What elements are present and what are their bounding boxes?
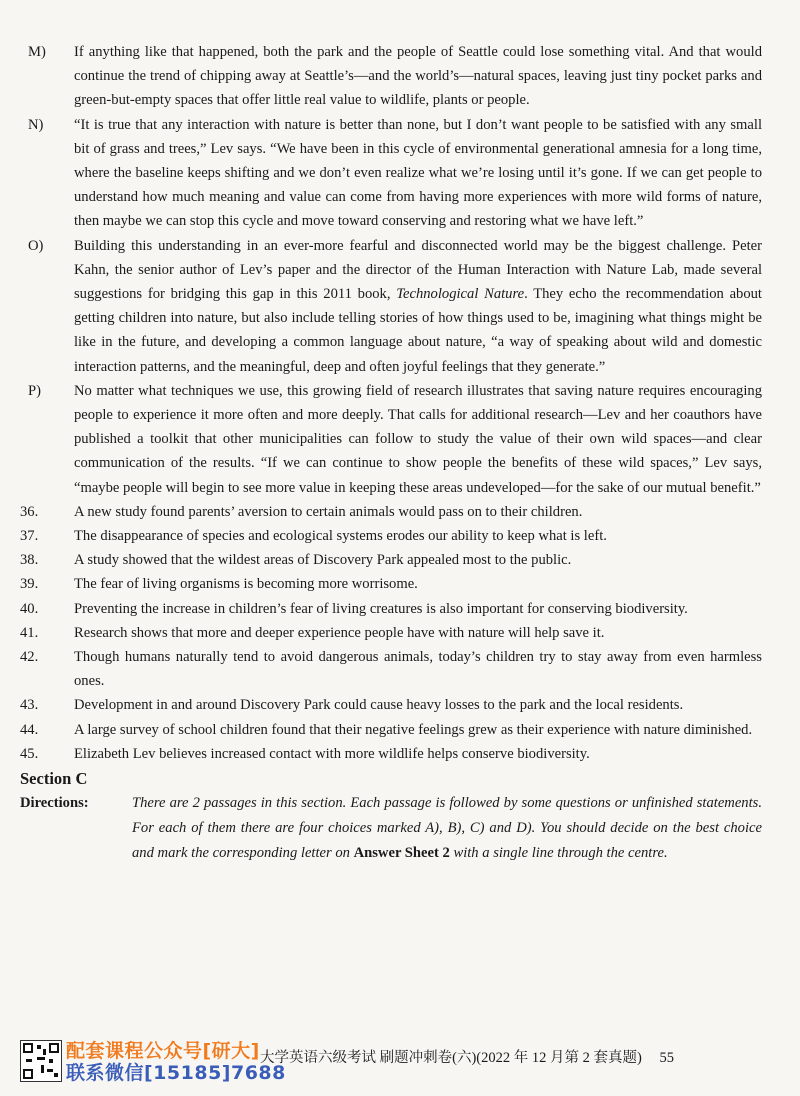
question-item [20, 621, 762, 645]
paragraph-text: Building this understanding in an ever-more fearful and disconnected world may be the biggest challenge. Peter Kahn, the senior author of Lev’s paper and the director of the Human Interaction with Nature Lab, made several suggestions for bridging this gap in this 2011 book, [74, 237, 762, 303]
promo-line-2: 联系微信[15185]7688 [66, 1062, 286, 1084]
question-text: A new study found parents’ aversion to certain animals would pass on to their children. [74, 503, 583, 520]
question-item [20, 548, 762, 572]
section-heading: Section C [20, 769, 88, 789]
question-text: A study showed that the wildest areas of Discovery Park appealed most to the public. [74, 552, 572, 569]
paragraph-p [20, 379, 762, 500]
question-number: 41. [20, 624, 39, 641]
question-item [20, 572, 762, 596]
question-text: A large survey of school children found that their negative feelings grew as their experience with nature diminished. [74, 721, 753, 738]
footer-title: 大学英语六级考试 刷题冲刺卷(六)(2022 年 12 月第 2 套真题) [260, 1050, 642, 1066]
question-text: Though humans naturally tend to avoid dangerous animals, today’s children try to stay away from even harmless ones. [74, 649, 762, 690]
question-text: Research shows that more and deeper experience people have with nature will help save it. [74, 624, 605, 641]
question-item [20, 500, 762, 524]
book-title: Technological Nature [396, 286, 525, 303]
paragraph-m [20, 40, 762, 113]
paragraph-n [20, 113, 762, 234]
question-number: 38. [20, 552, 39, 569]
question-text: The fear of living organisms is becoming more worrisome. [74, 576, 418, 593]
question-number: 40. [20, 600, 39, 617]
question-text: Elizabeth Lev believes increased contact with more wildlife helps conserve biodiversity. [74, 745, 590, 762]
paragraph-text: “It is true that any interaction with nature is better than none, but I don’t want people to be satisfied with any small bit of grass and trees,” Lev says. “We have been in this cycle of environmental generational amnesia for a long time, where the baseline keeps shifting and we don’t even realize what we’re losing until it’s gone. If we can get people to understand how much meaning and value can come from having more experiences with more wild forms of nature, then maybe we can stop this cycle and move toward conserving and restoring what we have left.” [74, 116, 762, 230]
question-item [20, 693, 762, 717]
paragraph-label: P) [28, 382, 41, 399]
question-item [20, 645, 762, 693]
question-number: 42. [20, 649, 39, 666]
question-number: 36. [20, 503, 39, 520]
page-number: 55 [659, 1050, 674, 1066]
running-footer [260, 1046, 674, 1067]
directions-text: with a single line through the centre. [449, 845, 668, 862]
paragraph-label: O) [28, 237, 44, 254]
question-item [20, 718, 762, 742]
question-item [20, 597, 762, 621]
question-number: 43. [20, 697, 39, 714]
question-text: Preventing the increase in children’s fear of living creatures is also important for conserving biodiversity. [74, 600, 688, 617]
question-item [20, 742, 762, 766]
qr-code-icon [20, 1040, 62, 1082]
page-footer [20, 1040, 780, 1086]
question-text: The disappearance of species and ecological systems erodes our ability to keep what is left. [74, 528, 607, 545]
promo-watermark [66, 1040, 286, 1084]
question-number: 37. [20, 528, 39, 545]
directions-block [20, 791, 762, 866]
paragraph-label: M) [28, 44, 46, 60]
paragraph-text: . They echo the recommendation about getting children into nature, but also include telling stories of how things used to be, imagining what things might be like in the future, and developing a common language about nature, “a way of speaking about wild and domestic interaction patterns, and the meaningful, deep and often joyful feelings that they generate.” [74, 286, 762, 375]
promo-line-1: 配套课程公众号[研大] [66, 1040, 260, 1062]
question-number: 44. [20, 721, 39, 738]
question-number: 45. [20, 745, 39, 762]
paragraph-text: No matter what techniques we use, this growing field of research illustrates that saving nature requires encouraging people to experience it more often and more deeply. That calls for additional research—Lev and her coauthors have published a toolkit that other municipalities can follow to study the value of their own wild spaces—and clear communication of the results. “If we can continue to show people the benefits of these wild spaces,” Lev says, “maybe people will begin to see more value in keeping these areas undeveloped—for the sake of our mutual benefit.” [74, 382, 762, 496]
question-number: 39. [20, 576, 39, 593]
answer-sheet-label: Answer Sheet 2 [353, 845, 450, 862]
directions-text: There are 2 passages in this section. Each passage is followed by some questions or unfinished statements. For each of them there are four choices marked A), B), C) and D). You should decide on the best choice and mark the corresponding letter on [132, 795, 762, 862]
question-item [20, 524, 762, 548]
paragraph-label: N) [28, 116, 44, 133]
question-text: Development in and around Discovery Park could cause heavy losses to the park and the local residents. [74, 697, 684, 714]
paragraph-o [20, 234, 762, 379]
directions-label: Directions: [20, 795, 89, 812]
page-content [20, 40, 762, 866]
paragraph-text: If anything like that happened, both the park and the people of Seattle could lose something vital. And that would continue the trend of chipping away at Seattle’s—and the world’s—natural spaces, leaving just tiny pocket parks and green-but-empty spaces that offer little real value to wildlife, plants or people. [74, 44, 762, 109]
